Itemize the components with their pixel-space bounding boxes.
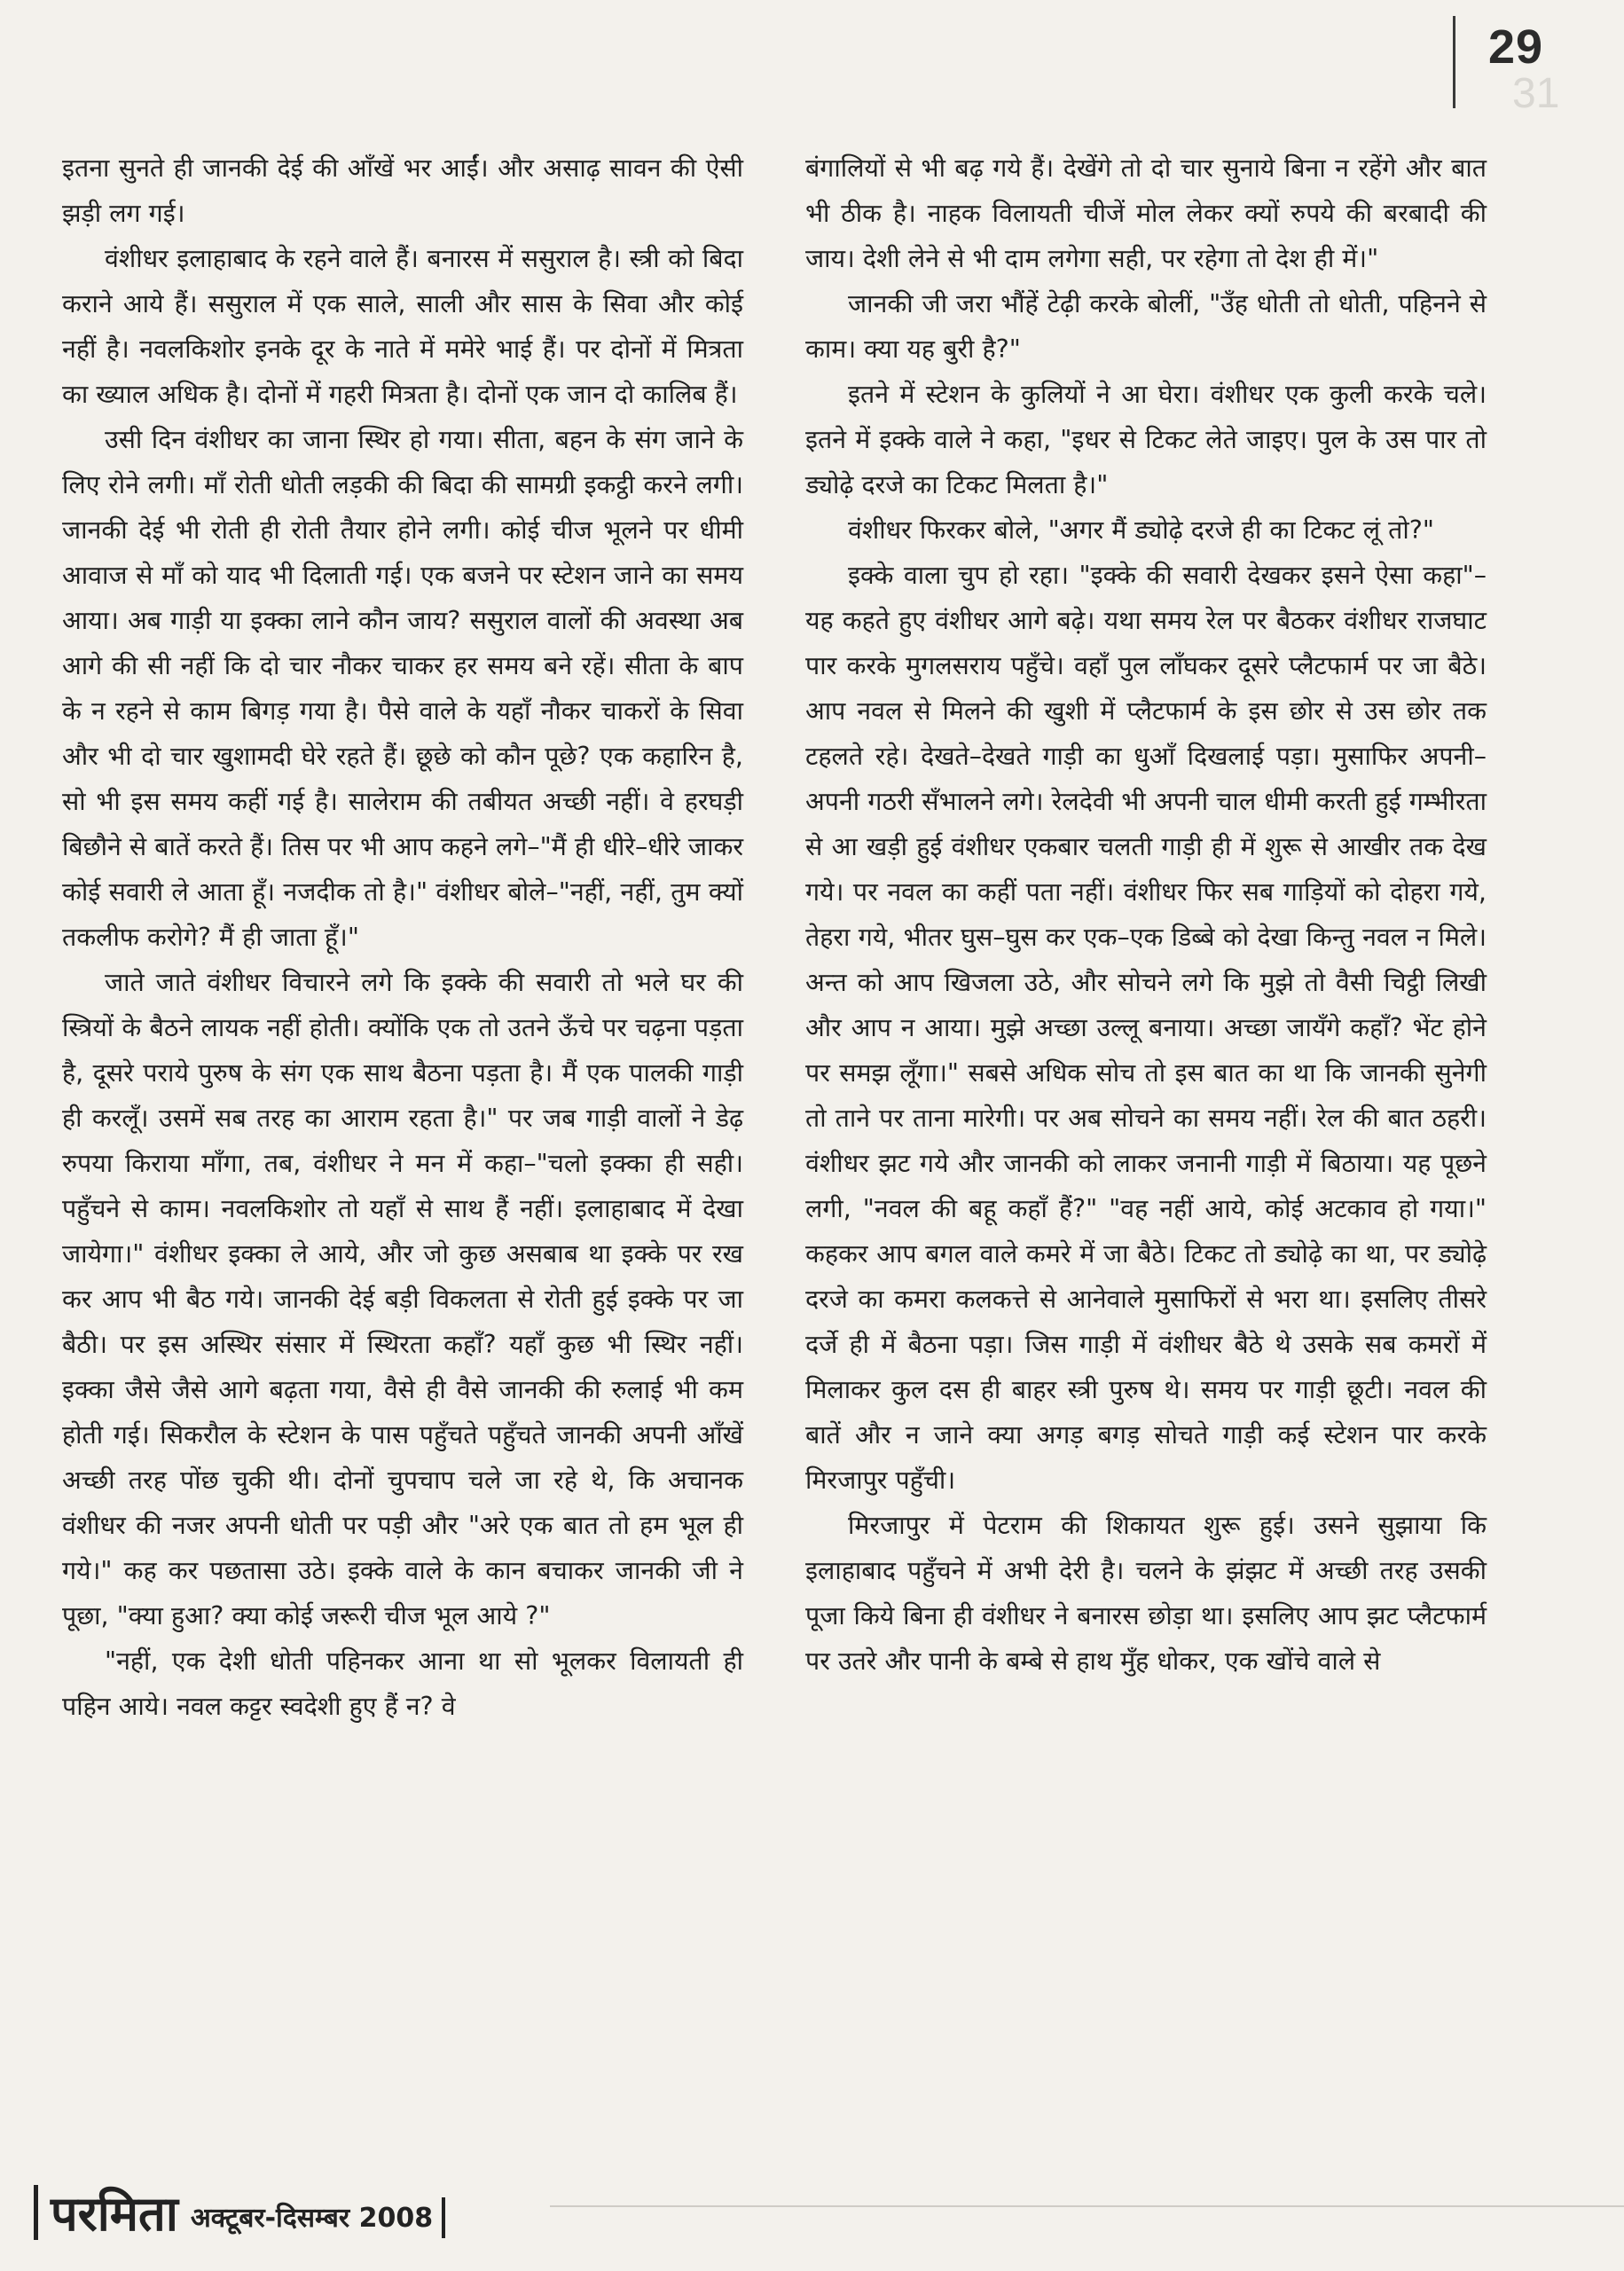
paragraph: इक्के वाला चुप हो रहा। "इक्के की सवारी देखकर इसने ऐसा कहा"–यह कहते हुए वंशीधर आगे बढ़े। यथा समय रेल पर बैठकर वंशीधर राजघाट पार करके मुगलसराय पहुँचे। वहाँ पुल लाँघकर दूसरे प्लैटफार्म पर जा बैठे। आप नवल से मिलने की खुशी में प्लैटफार्म के इस छोर से उस छोर तक टहलते रहे। देखते–देखते गाड़ी का धुआँ दिखलाई पड़ा। मुसाफिर अपनी–अपनी गठरी सँभालने लगे। रेलदेवी भी अपनी चाल धीमी करती हुई गम्भीरता से आ खड़ी हुई वंशीधर एकबार चलती गाड़ी ही में शुरू से आखीर तक देख गये। पर नवल का कहीं पता नहीं। वंशीधर फिर सब गाड़ियों को दोहरा गये, तेहरा गये, भीतर घुस–घुस कर एक–एक डिब्बे को देखा किन्तु नवल न मिले। अन्त को आप खिजला उठे, और सोचने लगे कि मुझे तो वैसी चिट्ठी लिखी और आप न आया। मुझे अच्छा उल्लू बनाया। अच्छा जायँगे कहाँ? भेंट होने पर समझ लूँगा।" सबसे अधिक सोच तो इस बात का था कि जानकी सुनेगी तो ताने पर ताना मारेगी। पर अब सोचने का समय नहीं। रेल की बात ठहरी। वंशीधर झट गये और जानकी को लाकर जनानी गाड़ी में बिठाया। यह पूछने लगी, "नवल की बहू कहाँ हैं?" "वह नहीं आये, कोई अटकाव हो गया।" कहकर आप बगल वाले कमरे में जा बैठे। टिकट तो ड्योढ़े का था, पर ड्योढ़े दरजे का कमरा कलकत्ते से आनेवाले मुसाफिरों से भरा था। इसलिए तीसरे दर्जे ही में बैठना पड़ा। जिस गाड़ी में वंशीधर बैठे थे उसके सब कमरों में मिलाकर कुल दस ही बाहर स्त्री पुरुष थे। समय पर गाड़ी छूटी। नवल की बातें और न जाने क्या अगड़ बगड़ सोचते गाड़ी कई स्टेशन पार करके मिरजापुर पहुँची। — [805, 561, 1487, 1495]
paragraph: बंगालियों से भी बढ़ गये हैं। देखेंगे तो दो चार सुनाये बिना न रहेंगे और बात भी ठीक है। नाहक विलायती चीजें मोल लेकर क्यों रुपये की बरबादी की जाय। देशी लेने से भी दाम लगेगा सही, पर रहेगा तो देश ही में।" — [805, 153, 1487, 273]
header-rule — [1453, 16, 1455, 108]
paragraph: वंशीधर फिरकर बोले, "अगर मैं ड्योढ़े दरजे ही का टिकट लूं तो?" — [848, 515, 1434, 545]
page-number: 29 — [1488, 20, 1544, 74]
issue-date: अक्टूबर-दिसम्बर 2008 — [190, 2203, 434, 2234]
right-column — [805, 145, 1487, 1684]
paragraph: वंशीधर इलाहाबाद के रहने वाले हैं। बनारस में ससुराल है। स्त्री को बिदा कराने आये हैं। ससुराल में एक साले, साली और सास के सिवा और कोई नहीं है। नवलकिशोर इनके दूर के नाते में ममेरे भाई हैं। पर दोनों में मित्रता का ख्याल अधिक है। दोनों में गहरी मित्रता है। दोनों एक जान दो कालिब हैं। — [62, 244, 743, 409]
paragraph: मिरजापुर में पेटराम की शिकायत शुरू हुई। उसने सुझाया कि इलाहाबाद पहुँचने में अभी देरी है। चलने के झंझट में अच्छी तरह उसकी पूजा किये बिना ही वंशीधर ने बनारस छोड़ा था। इसलिए आप झट प्लैटफार्म पर उतरे और पानी के बम्बे से हाथ मुँह धोकर, एक खोंचे वाले से — [805, 1511, 1487, 1676]
footer — [34, 2187, 445, 2240]
paragraph: इतना सुनते ही जानकी देई की आँखें भर आईं। और असाढ़ सावन की ऐसी झड़ी लग गई। — [62, 153, 743, 228]
paragraph: जाते जाते वंशीधर विचारने लगे कि इक्के की सवारी तो भले घर की स्त्रियों के बैठने लायक नहीं होती। क्योंकि एक तो उतने ऊँचे पर चढ़ना पड़ता है, दूसरे पराये पुरुष के संग एक साथ बैठना पड़ता है। मैं एक पालकी गाड़ी ही करलूँ। उसमें सब तरह का आराम रहता है।" पर जब गाड़ी वालों ने डेढ़ रुपया किराया माँगा, तब, वंशीधर ने मन में कहा–"चलो इक्का ही सही। पहुँचने से काम। नवलकिशोर तो यहाँ से साथ हैं नहीं। इलाहाबाद में देखा जायेगा।" वंशीधर इक्का ले आये, और जो कुछ असबाब था इक्के पर रख कर आप भी बैठ गये। जानकी देई बड़ी विकलता से रोती हुई इक्के पर जा बैठी। पर इस अस्थिर संसार में स्थिरता कहाँ? यहाँ कुछ भी स्थिर नहीं। इक्का जैसे जैसे आगे बढ़ता गया, वैसे ही वैसे जानकी की रुलाई भी कम होती गई। सिकरौल के स्टेशन के पास पहुँचते पहुँचते जानकी अपनी आँखें अच्छी तरह पोंछ चुकी थी। दोनों चुपचाप चले जा रहे थे, कि अचानक वंशीधर की नजर अपनी धोती पर पड़ी और "अरे एक बात तो हम भूल ही गये।" कह कर पछतासा उठे। इक्के वाले के कान बचाकर जानकी जी ने पूछा, "क्या हुआ? क्या कोई जरूरी चीज भूल आये ?" — [62, 968, 743, 1631]
footer-left-bar — [34, 2185, 38, 2240]
paragraph: "नहीं, एक देशी धोती पहिनकर आना था सो भूलकर विलायती ही पहिन आये। नवल कट्टर स्वदेशी हुए हैं न? वे — [62, 1646, 743, 1721]
footer-right-bar — [442, 2197, 445, 2238]
left-column — [62, 145, 743, 1729]
bleed-through-page-number: 31 — [1512, 70, 1560, 117]
paragraph: जानकी जी जरा भौंहें टेढ़ी करके बोलीं, "उँह धोती तो धोती, पहिनने से काम। क्या यह बुरी है?" — [805, 289, 1487, 364]
footer-divider — [550, 2205, 1624, 2207]
paragraph: उसी दिन वंशीधर का जाना स्थिर हो गया। सीता, बहन के संग जाने के लिए रोने लगी। माँ रोती धोती लड़की की बिदा की सामग्री इकट्ठी करने लगी। जानकी देई भी रोती ही रोती तैयार होने लगी। कोई चीज भूलने पर धीमी आवाज से माँ को याद भी दिलाती गई। एक बजने पर स्टेशन जाने का समय आया। अब गाड़ी या इक्का लाने कौन जाय? ससुराल वालों की अवस्था अब आगे की सी नहीं कि दो चार नौकर चाकर हर समय बने रहें। सीता के बाप के न रहने से काम बिगड़ गया है। पैसे वाले के यहाँ नौकर चाकरों के सिवा और भी दो चार खुशामदी घेरे रहते हैं। छूछे को कौन पूछे? एक कहारिन है, सो भी इस समय कहीं गई है। सालेराम की तबीयत अच्छी नहीं। वे हरघड़ी बिछौने से बातें करते हैं। तिस पर भी आप कहने लगे–"मैं ही धीरे–धीरे जाकर कोई सवारी ले आता हूँ। नजदीक तो है।" वंशीधर बोले–"नहीं, नहीं, तुम क्यों तकलीफ करोगे? मैं ही जाता हूँ।" — [62, 425, 743, 952]
paragraph: इतने में स्टेशन के कुलियों ने आ घेरा। वंशीधर एक कुली करके चले। इतने में इक्के वाले ने कहा, "इधर से टिकट लेते जाइए। पुल के उस पार तो ड्योढ़े दरजे का टिकट मिलता है।" — [805, 380, 1487, 499]
magazine-title: परमिता — [51, 2186, 178, 2242]
